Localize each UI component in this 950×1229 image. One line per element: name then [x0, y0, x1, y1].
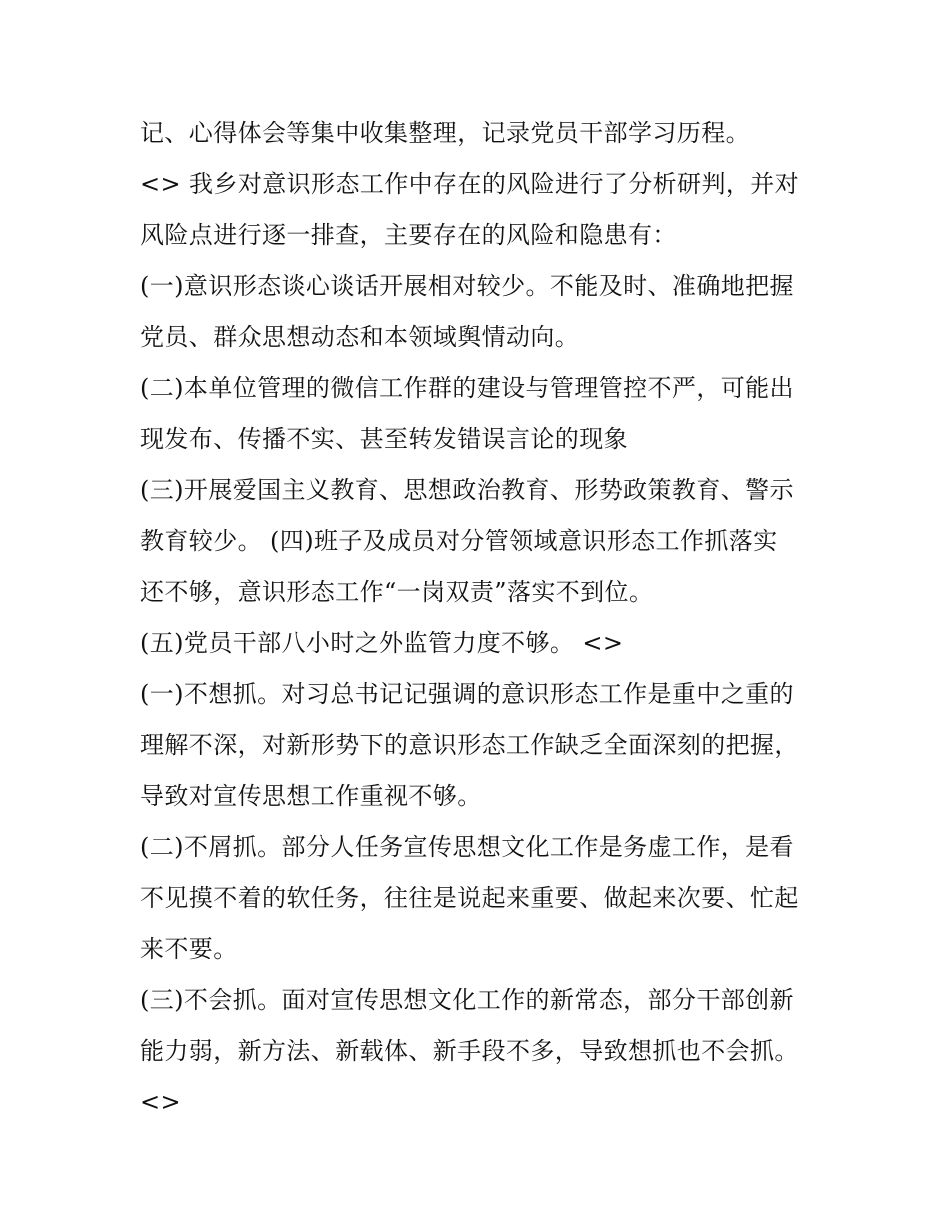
text-line: 来不要。: [140, 935, 238, 963]
text-line: 记、心得体会等集中收集整理，记录党员干部学习历程。: [140, 119, 750, 147]
text-line: (一)意识形态谈心谈话开展相对较少。不能及时、准确地把握: [140, 272, 794, 300]
text-line: 导致对宣传思想工作重视不够。: [140, 782, 482, 810]
text-line: (一)不想抓。对习总书记记强调的意识形态工作是重中之重的: [140, 680, 794, 708]
text-line: (三)不会抓。面对宣传思想文化工作的新常态，部分干部创新: [140, 986, 794, 1014]
text-line: 教育较少。 (四)班子及成员对分管领域意识形态工作抓落实: [140, 527, 778, 555]
text-line: (三)开展爱国主义教育、思想政治教育、形势政策教育、警示: [140, 476, 794, 504]
text-line: (二)不屑抓。部分人任务宣传思想文化工作是务虚工作，是看: [140, 833, 794, 861]
text-line: 还不够，意识形态工作“一岗双责”落实不到位。: [140, 578, 654, 606]
text-line: 现发布、传播不实、甚至转发错误言论的现象: [140, 425, 628, 453]
text-line: 党员、群众思想动态和本领域舆情动向。: [140, 323, 580, 351]
text-line: <>: [140, 1088, 182, 1116]
text-line: 风险点进行逐一排查，主要存在的风险和隐患有：: [140, 221, 677, 249]
text-line: (二)本单位管理的微信工作群的建设与管理管控不严，可能出: [140, 374, 794, 402]
text-line: 理解不深，对新形势下的意识形态工作缺乏全面深刻的把握，: [140, 731, 799, 759]
text-line: (五)党员干部八小时之外监管力度不够。 <>: [140, 629, 624, 657]
text-line: <> 我乡对意识形态工作中存在的风险进行了分析研判，并对: [140, 170, 800, 198]
text-line: 不见摸不着的软任务，往往是说起来重要、做起来次要、忙起: [140, 884, 799, 912]
text-line: 能力弱，新方法、新载体、新手段不多，导致想抓也不会抓。: [140, 1037, 799, 1065]
document-body: [140, 108, 840, 1128]
